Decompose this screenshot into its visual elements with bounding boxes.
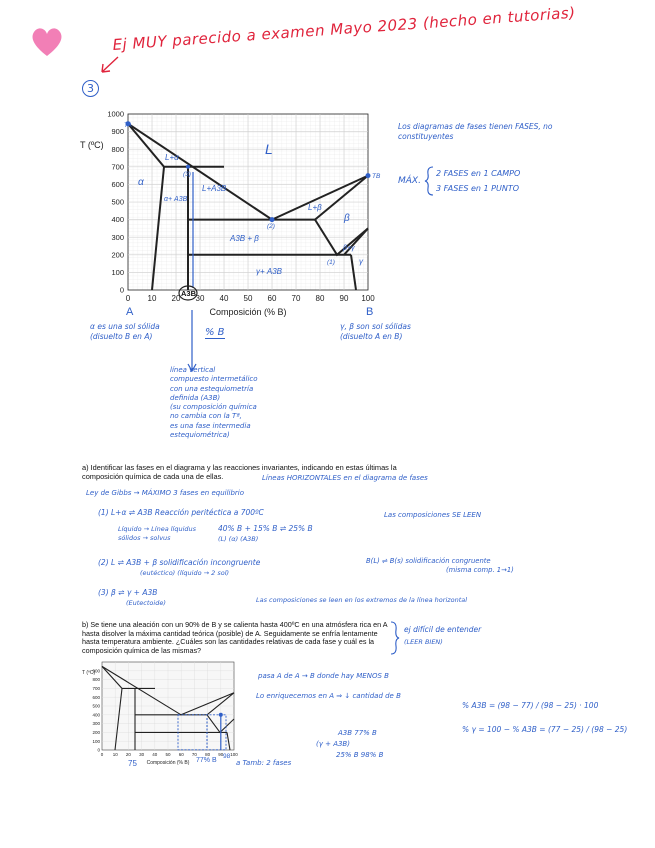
x-tick: 40 (219, 294, 229, 303)
difficulty-note (404, 624, 481, 648)
gibbs-note: Ley de Gibbs → MÁXIMO 3 fases en equilibrio (86, 489, 245, 497)
small-x-tick: 60 (178, 752, 184, 757)
difficulty-note-line: (LEER BIEN) (404, 638, 443, 646)
reaction-3-note: Las composiciones se leen en los extremos de la línea horizontal (256, 596, 468, 604)
reaction-1-sub-line: Líquido → Línea líquidus (118, 525, 197, 533)
mark-98: 98 (223, 753, 231, 760)
small-x-tick: 0 (100, 752, 104, 757)
small-y-tick: 700 (92, 686, 100, 691)
region-gamma: γ (359, 257, 363, 266)
mark-75: 75 (128, 759, 137, 768)
region-l-alpha: L+α (165, 153, 179, 162)
label-ta: TA (124, 122, 132, 129)
y-tick: 1000 (107, 109, 124, 119)
point-2: (2) (267, 223, 275, 230)
region-a3b-beta: A3B + β (230, 234, 259, 243)
small-y-tick: 200 (92, 730, 100, 735)
question-b-line: hasta disolver la máxima cantidad teórica (posible) de A. Seguidamente se enfría lentamente (82, 628, 378, 638)
label-tb: TB (372, 173, 381, 180)
x-tick: 90 (339, 294, 349, 303)
small-x-tick: 20 (125, 752, 131, 757)
y-tick: 500 (111, 197, 124, 207)
y-tick: 400 (111, 215, 124, 224)
lever-top: A3B 77% B (338, 729, 377, 737)
small-x-tick: 40 (152, 752, 158, 757)
x-tick: 10 (147, 294, 157, 303)
vertical-note-line: línea vertical (170, 366, 216, 374)
question-a-line: composición química de cada una de ellas. (82, 472, 224, 481)
small-x-tick: 50 (165, 752, 171, 757)
reaction-3-sub: (Eutectoide) (126, 599, 166, 607)
calculations (462, 694, 627, 742)
compound-label: A3B (181, 289, 197, 298)
question-b-line: composición química de las mismas? (82, 645, 202, 655)
region-l-a3b: L+A3B (202, 184, 227, 193)
small-x-tick: 100 (230, 752, 238, 757)
difficulty-note-line: ej difícil de entender (404, 625, 482, 634)
heart-icon (30, 26, 64, 58)
y-tick: 800 (111, 145, 124, 154)
vertical-note-line: (su composición química (170, 403, 257, 412)
reaction-2: (2) L ⇌ A3B + β solidificación incongruente (98, 558, 261, 567)
x-tick: 0 (125, 294, 131, 303)
question-b-line: b) Se tiene una aleación con un 90% de B y se calienta hasta 400ºC en una atmósfera rica en A (82, 620, 388, 629)
point-1: (1) (327, 259, 335, 266)
horizontal-note: Líneas HORIZONTALES en el diagrama de fases (262, 474, 428, 482)
lever-rule (316, 728, 383, 761)
x-tick: 60 (267, 294, 277, 303)
y-tick: 600 (111, 180, 124, 189)
y-tick: 200 (111, 250, 124, 260)
x-tick: 80 (315, 294, 325, 303)
vertical-note-line: estequiométrica) (170, 431, 230, 440)
small-x-tick: 90 (218, 752, 224, 757)
small-x-tick: 30 (139, 752, 145, 757)
reaction-1-comp-labels: (L) (α) (A3B) (218, 535, 259, 543)
small-x-tick: 10 (112, 752, 118, 757)
x-tick: 20 (171, 294, 181, 303)
calc-a3b: % A3B = (98 − 77) / (98 − 25) · 100 (462, 701, 599, 710)
vertical-note-line: compuesto intermetálico (170, 375, 258, 384)
small-y-tick: 600 (92, 694, 100, 700)
point-3: (3) (183, 171, 191, 178)
x-tick: 70 (291, 294, 301, 303)
y-tick: 300 (111, 233, 124, 242)
x-axis-label: Composición (% B) (209, 307, 287, 317)
reaction-2-side-sub: (misma comp. 1→1) (446, 566, 514, 574)
reaction-1-side: Las composiciones SE LEEN (384, 511, 482, 519)
phase-diagram (80, 104, 400, 324)
question-b-line: hasta temperatura ambiente. ¿Cuáles son las cantidades relativas de cada fase y cuál es la (82, 637, 375, 647)
region-l: L (265, 141, 273, 157)
reaction-1: (1) L+α ⇌ A3B Reacción peritéctica a 700ºC (98, 508, 264, 517)
question-b (82, 621, 392, 655)
b-note-1: pasa A de A → B donde hay MENOS B (258, 672, 389, 680)
small-x-label: Composición (% B) (146, 760, 190, 766)
end-a: A (126, 306, 134, 318)
b-note-2: Lo enriquecemos en A ⇒ ↓ cantidad de B (256, 692, 401, 700)
small-x-tick: 80 (205, 752, 211, 757)
alpha-note: α es una sol sólida (disuelto B en A) (90, 322, 160, 341)
region-beta: β (344, 213, 350, 224)
region-beta-gamma: β+γ (343, 245, 355, 252)
down-arrow-icon (186, 310, 198, 374)
small-x-tick: 70 (191, 752, 197, 757)
reaction-1-sub (118, 525, 196, 543)
y-tick: 700 (111, 162, 124, 172)
small-y-tick: 300 (92, 721, 100, 727)
brace-icon (424, 166, 434, 196)
y-tick: 100 (111, 268, 124, 277)
small-y-tick: 100 (92, 738, 100, 744)
tamb-note: a Tamb: 2 fases (236, 759, 292, 767)
region-alpha: α (138, 177, 144, 188)
mark-77: 77% B (196, 757, 217, 764)
end-b: B (366, 306, 374, 318)
max-line-2: 3 FASES en 1 PUNTO (436, 184, 520, 193)
x-tick: 50 (243, 294, 253, 303)
y-axis-label: T (ºC) (80, 140, 104, 150)
max-label: MÁX. (398, 176, 421, 186)
vertical-note-line: es una fase intermedia (170, 421, 251, 430)
question-a-line: a) Identificar las fases en el diagrama y las reacciones invariantes, indicando en estas últimas la (82, 463, 397, 472)
x-ticks (126, 294, 375, 303)
small-y-ticks (92, 668, 100, 752)
small-y-tick: 400 (92, 712, 100, 718)
x-tick: 30 (195, 294, 205, 303)
problem-number (82, 80, 99, 97)
beta-gamma-note: γ, β son sol sólidas (disuelto A en B) (340, 322, 411, 341)
calc-gamma: % γ = 100 − % A3B = (77 − 25) / (98 − 25) (462, 725, 628, 734)
small-y-tick: 0 (97, 747, 100, 753)
reaction-1-comp-line: 40% B + 15% B ⇌ 25% B (218, 524, 313, 533)
small-y-tick: 800 (92, 677, 100, 683)
problem-number-text: 3 (87, 82, 94, 95)
small-x-ticks (101, 752, 239, 757)
vertical-note-line: definida (A3B) (170, 393, 221, 402)
vertical-note-line: no cambia con la Tª, (170, 412, 242, 421)
region-alpha-a3b: α+ A3B (164, 196, 188, 203)
lever-phases: (γ + A3B) (316, 740, 350, 748)
small-y-tick: 500 (92, 703, 100, 709)
right-top-note: Los diagramas de fases tienen FASES, no constituyentes (398, 122, 553, 141)
small-y-label: T (ºC) (82, 670, 96, 676)
reaction-1-sub-line: sólidos → solvus (118, 534, 171, 542)
pct-b-label: % B (205, 327, 225, 338)
region-gamma-a3b: γ+ A3B (256, 267, 283, 276)
title-note: Ej MUY parecido a examen Mayo 2023 (hecho en tutorias) (112, 3, 577, 54)
vertical-line-note (170, 366, 280, 440)
y-tick: 900 (111, 127, 124, 136)
y-tick: 0 (119, 285, 124, 295)
x-tick: 100 (361, 294, 375, 303)
small-y-tick: 900 (92, 668, 100, 674)
reaction-2-side (366, 557, 514, 575)
y-ticks (107, 110, 124, 295)
small-phase-diagram (82, 658, 242, 768)
brace-icon (390, 621, 400, 655)
max-line-1: 2 FASES en 1 CAMPO (436, 169, 521, 178)
reaction-2-side-line: B(L) ⇌ B(s) solidificación congruente (366, 557, 491, 565)
reaction-3: (3) β ⇌ γ + A3B (98, 588, 158, 597)
reaction-2-sub: (eutéctico) (líquido → 2 sol) (140, 569, 230, 577)
region-l-beta: L+β (308, 203, 322, 212)
arrow-icon (98, 54, 122, 76)
lever-bottom: 25% B 98% B (336, 751, 384, 759)
vertical-note-line: con una estequiometría (170, 384, 254, 393)
reaction-1-comp (218, 523, 313, 545)
max-rules (436, 166, 520, 196)
